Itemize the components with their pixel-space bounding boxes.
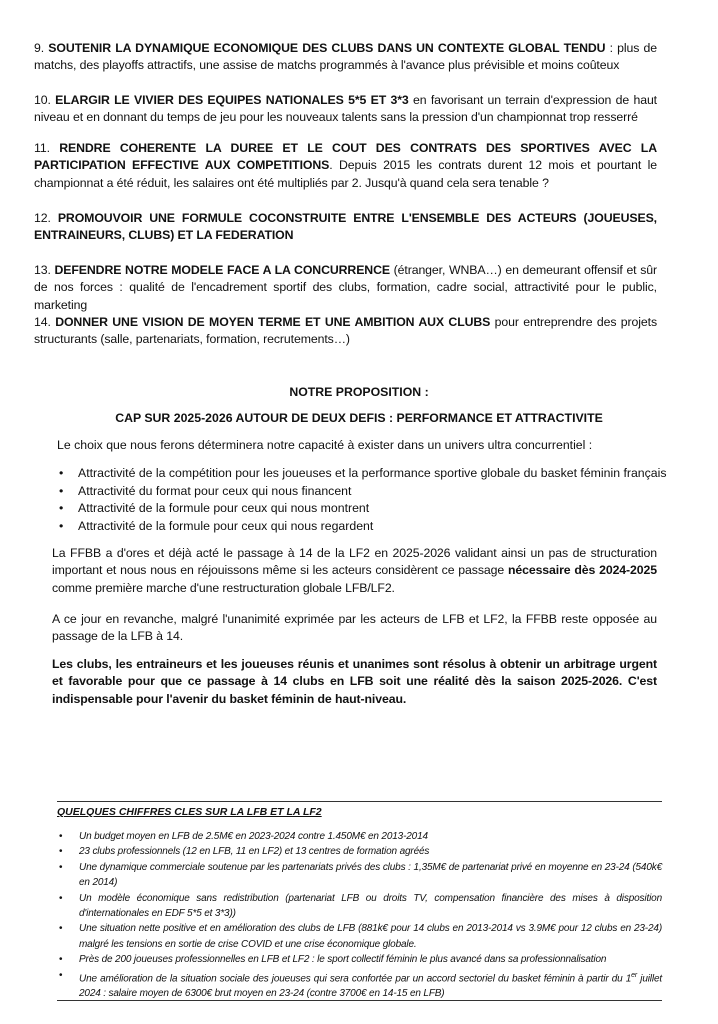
bullet-icon: •: [59, 861, 63, 873]
point-text: (étranger, WNBA…) en demeurant offensif et sûr de nos forces : qualité de l'encadrement sportif des clubs, formation, cadre social, attractivité pour le public, marketing: [34, 263, 657, 312]
clubs-resolution-paragraph: Les clubs, les entraineurs et les joueuses réunis et unanimes sont résolus à obtenir un arbitrage urgent et favorable pour que ce passage à 14 clubs en LFB soit une réalité dès la saison 2025-2026. C'est indispensable pour l'avenir du basket féminin de haut-niveau.: [52, 657, 657, 706]
ffbb-lf2-paragraph: [52, 545, 657, 597]
list-item-text: Une amélioration de la situation sociale des joueuses qui sera confortée par un accord sectoriel du basket féminin à partir du 1: [79, 972, 632, 984]
attractivity-list: [57, 465, 667, 535]
list-item-text: juillet 2024 : salaire moyen de 6300€ brut moyen en 23-24 (contre 3700€ en 14-15 en LFB): [79, 972, 662, 1000]
list-item-text: Un budget moyen en LFB de 2.5M€ en 2023-2024 contre 1.450M€ en 2013-2014: [79, 831, 428, 842]
paragraph-text: comme première marche d'une restructuration globale LFB/LF2.: [52, 580, 395, 595]
bullet-icon: •: [59, 846, 63, 858]
figures-bottom-divider: [57, 1000, 662, 1001]
point-heading: DEFENDRE NOTRE MODELE FACE A LA CONCURRENCE: [54, 263, 390, 277]
point-text: en favorisant un terrain d'expression de haut niveau et en donnant du temps de jeu pour les nouveaux talents sans la pression d'un championnat trop resserré: [34, 93, 657, 125]
point-number: 12.: [34, 211, 51, 225]
point-11: [34, 140, 657, 192]
figures-top-divider: [57, 801, 662, 802]
list-item-text: Attractivité de la formule pour ceux qui nous regardent: [78, 518, 374, 533]
list-item-text: Près de 200 joueuses professionnelles en LFB et LF2 : le sport collectif féminin le plus avancé dans sa professionnalisation: [79, 954, 607, 966]
list-item: [57, 952, 662, 967]
superscript: er: [631, 971, 638, 979]
list-item: [57, 844, 662, 859]
list-item-text: Une dynamique commerciale soutenue par les partenariats privés des clubs : 1,35M€ de partenariat privé en moyenne en 23-24 (540k€ en 2014): [79, 861, 662, 889]
figures-list: [57, 829, 662, 1002]
point-heading: DONNER UNE VISION DE MOYEN TERME ET UNE AMBITION AUX CLUBS: [55, 315, 491, 329]
point-heading: SOUTENIR LA DYNAMIQUE ECONOMIQUE DES CLUBS DANS UN CONTEXTE GLOBAL TENDU: [48, 41, 606, 55]
list-item-text: Un modèle économique sans redistribution (partenariat LFB ou droits TV, compensation financière des mises à disposition d'internationales en EDF 5*5 et 3*3)): [79, 892, 662, 920]
point-number: 9.: [34, 41, 45, 55]
proposition-intro: Le choix que nous ferons déterminera notre capacité à exister dans un univers ultra concurrentiel :: [57, 438, 593, 452]
list-item: [57, 829, 662, 844]
list-item-text: 23 clubs professionnels (12 en LFB, 11 en LF2) et 13 centres de formation agréés: [79, 846, 430, 858]
list-item: [57, 518, 667, 536]
proposition-heading: NOTRE PROPOSITION :: [289, 385, 429, 399]
list-item-text: Attractivité du format pour ceux qui nous financent: [78, 483, 352, 498]
point-9: [34, 40, 657, 75]
point-12: [34, 210, 657, 245]
point-heading: ELARGIR LE VIVIER DES EQUIPES NATIONALES 5*5 ET 3*3: [55, 93, 409, 107]
list-item: [57, 465, 667, 483]
proposition-subheading: CAP SUR 2025-2026 AUTOUR DE DEUX DEFIS : PERFORMANCE ET ATTRACTIVITE: [115, 411, 603, 425]
point-text: . Depuis 2015 les contrats durent 12 mois et pourtant le championnat a été réduit, les salaires ont été multipliés par 2. Jusqu'à quand cela sera tenable ?: [34, 158, 657, 190]
point-text: pour entreprendre des projets structurants (salle, partenariats, formation, recrutements…): [34, 315, 657, 347]
point-number: 11.: [34, 141, 50, 155]
point-10: [34, 92, 657, 127]
list-item-text: Attractivité de la formule pour ceux qui nous montrent: [78, 501, 370, 515]
list-item: [57, 891, 662, 922]
point-text: : plus de matchs, des playoffs attractifs, une assise de matchs programmés à l'avance plus prévisible et moins coûteux: [34, 41, 657, 73]
list-item-text: Une situation nette positive et en amélioration des clubs de LFB (881k€ pour 14 clubs en 2013-2014 vs 3.9M€ pour 12 clubs en 23-24) malgré les tensions en sortie de crise COVID et une crise économique globale.: [79, 923, 662, 950]
bullet-icon: •: [59, 831, 63, 842]
paragraph-text: La FFBB a d'ores et déjà acté le passage à 14 de la LF2 en 2025-2026 validant ainsi un pas de structuration important et nous nous en réjouissons même si les acteurs considèrent ce passage: [52, 546, 657, 578]
list-item: [57, 968, 662, 1002]
bullet-icon: •: [59, 483, 64, 498]
list-item: [57, 860, 662, 891]
point-number: 10.: [34, 93, 51, 107]
list-item: [57, 500, 667, 518]
emphasis-text: nécessaire dès 2024-2025: [507, 563, 657, 578]
bullet-icon: •: [59, 518, 64, 533]
ffbb-lfb-paragraph: A ce jour en revanche, malgré l'unanimité exprimée par les acteurs de LFB et LF2, la FFBB reste opposée au passage de la LFB à 14.: [52, 612, 657, 644]
figures-title: QUELQUES CHIFFRES CLES SUR LA LFB ET LA LF2: [57, 806, 322, 818]
point-heading: PROMOUVOIR UNE FORMULE COCONSTRUITE ENTRE L'ENSEMBLE DES ACTEURS (JOUEUSES, ENTRAINEURS, CLUBS) ET LA FEDERATION: [34, 211, 657, 243]
list-item-text: Attractivité de la compétition pour les joueuses et la performance sportive globale du basket féminin français: [78, 466, 667, 480]
point-number: 14.: [34, 315, 51, 329]
point-14: [34, 314, 657, 349]
bullet-icon: •: [59, 466, 64, 480]
point-13: [34, 262, 657, 314]
point-number: 13.: [34, 263, 51, 277]
point-heading: RENDRE COHERENTE LA DUREE ET LE COUT DES CONTRATS DES SPORTIVES AVEC LA PARTICIPATION EFFECTIVE AUX COMPETITIONS: [34, 141, 657, 173]
bullet-icon: •: [59, 954, 63, 966]
bullet-icon: •: [59, 923, 63, 935]
bullet-icon: •: [59, 969, 63, 981]
list-item: [57, 921, 662, 952]
bullet-icon: •: [59, 892, 63, 904]
bullet-icon: •: [59, 501, 64, 515]
list-item: [57, 483, 667, 501]
